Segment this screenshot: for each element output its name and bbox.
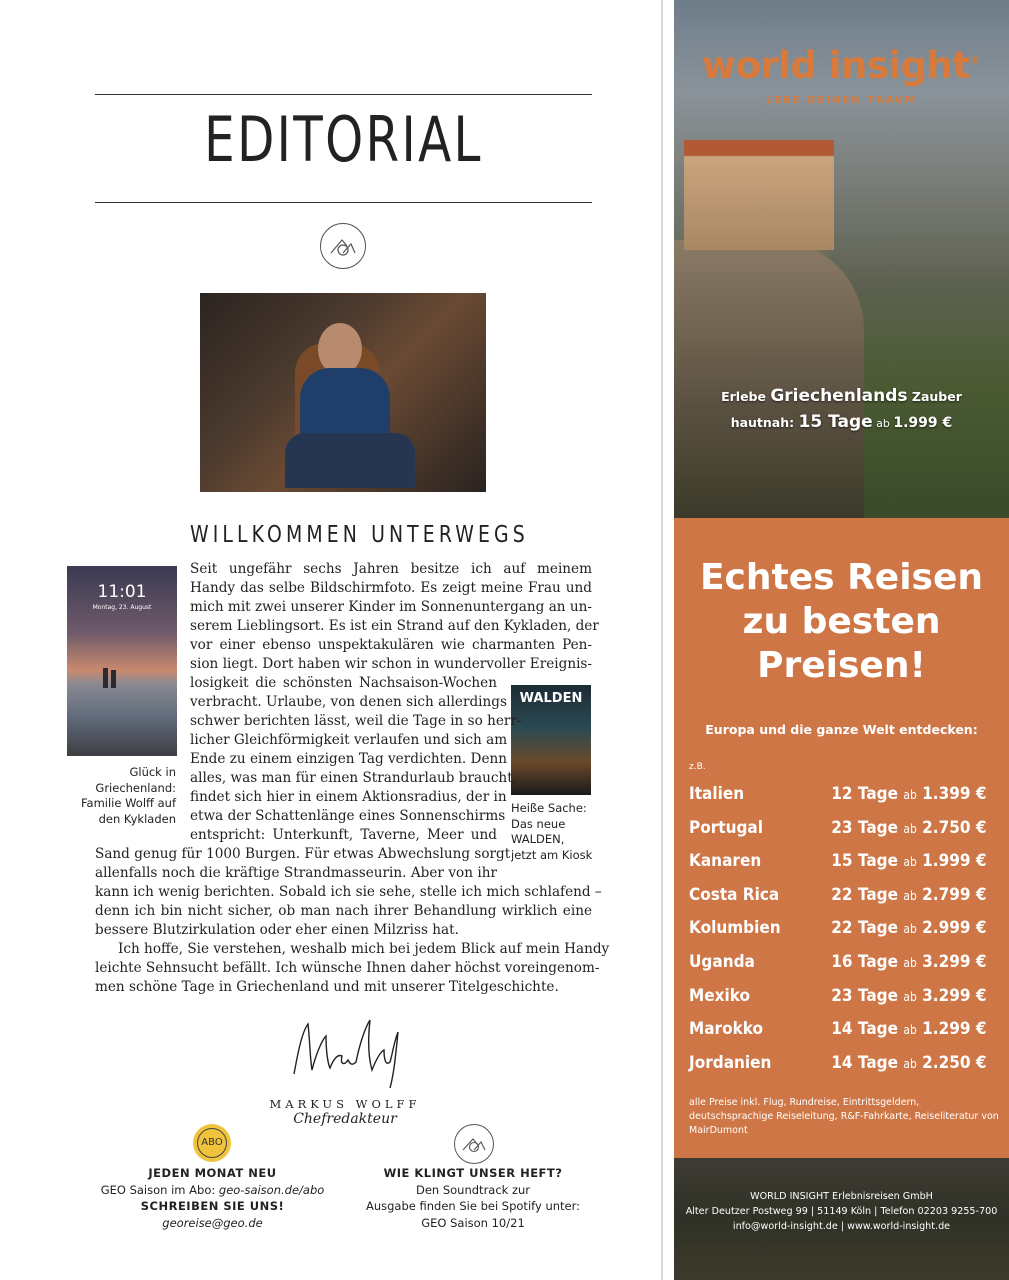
author-name: MARKUS WOLFF xyxy=(269,1097,421,1111)
monastery-building xyxy=(684,140,834,250)
caption-line: Familie Wolff auf xyxy=(80,796,176,810)
body-line: serem Lieblingsort. Es ist ein Strand auf den Kykladen, der xyxy=(190,618,599,634)
body-line: leichte Sehnsucht befällt. Ich wünsche Ihnen daher höchst voreingenom- xyxy=(95,960,600,976)
phone-time: 11:01 xyxy=(97,582,147,602)
trip-days: 23 Tage xyxy=(831,817,899,838)
footer-abo-heading: JEDEN MONAT NEU xyxy=(148,1166,277,1180)
world-insight-advertisement[interactable] xyxy=(674,0,1009,1280)
headline-line: Preisen! xyxy=(757,645,926,686)
body-line: mich mit zwei unserer Kinder im Sonnenuntergang an un- xyxy=(190,599,592,615)
footer-soundtrack-block xyxy=(352,1165,594,1231)
trip-days: 23 Tage xyxy=(831,985,899,1006)
trip-row[interactable] xyxy=(689,818,987,846)
body-line: sion liegt. Dort haben wir schon in wundervoller Ereignis- xyxy=(190,656,592,672)
body-line: verbracht. Urlaube, von denen sich allerdings xyxy=(190,694,507,710)
headline-line: Echtes Reisen xyxy=(699,557,984,598)
footer-contact-heading: SCHREIBEN SIE UNS! xyxy=(140,1199,285,1213)
offer-destination: Griechenlands xyxy=(770,386,908,406)
abo-badge-label: ABO xyxy=(197,1128,227,1158)
footer-soundtrack-line: Ausgabe finden Sie bei Spotify unter: xyxy=(365,1199,581,1213)
trip-amount: 3.299 € xyxy=(922,952,987,972)
trip-country: Marokko xyxy=(689,1019,764,1040)
body-line: denn ich bin nicht sicher, ob man nach ihrer Behandlung wirklich eine xyxy=(95,903,592,919)
company-contact[interactable]: info@world-insight.de | www.world-insight.de xyxy=(732,1221,951,1232)
company-name: WORLD INSIGHT Erlebnisreisen GmbH xyxy=(750,1191,933,1202)
trip-days: 15 Tage xyxy=(831,851,899,872)
trip-ab: ab xyxy=(903,855,918,870)
fine-print: alle Preise inkl. Flug, Rundreise, Eintrittsgeldern, deutschsprachige Reiseleitung, R&F-Fahrkarte, Reiseliteratur von MairDumont xyxy=(689,1097,999,1136)
footer-soundtrack-line: Den Soundtrack zur xyxy=(415,1182,531,1197)
body-line: licher Gleichförmigkeit verlaufen und sich am xyxy=(190,732,508,748)
caption-line: Griechenland: xyxy=(95,780,176,795)
footer-soundtrack-heading: WIE KLINGT UNSER HEFT? xyxy=(383,1166,563,1180)
body-line: men schöne Tage in Griechenland und mit unserer Titelgeschichte. xyxy=(95,979,559,995)
trip-ab: ab xyxy=(903,922,918,937)
body-line: Seit ungefähr sechs Jahren besitze ich auf meinem xyxy=(190,561,592,577)
trip-price xyxy=(832,986,987,1006)
brand-logo xyxy=(674,44,1009,87)
ad-subheadline: Europa und die ganze Welt entdecken: xyxy=(705,722,978,737)
magazine-title: WALDEN xyxy=(519,691,583,706)
offer-price: 1.999 € xyxy=(893,415,953,431)
trip-days: 14 Tage xyxy=(831,1019,899,1040)
trip-amount: 2.799 € xyxy=(922,884,987,905)
abo-badge-icon[interactable] xyxy=(193,1124,231,1162)
body-line: vor einer ebenso unspektakulären wie charmanten Pen- xyxy=(190,637,592,653)
trip-country: Uganda xyxy=(689,952,755,972)
phone-date: Montag, 23. August xyxy=(92,604,152,611)
trip-row[interactable] xyxy=(689,1053,987,1081)
body-line: Sand genug für 1000 Burgen. Für etwas Abwechslung sorgt xyxy=(95,846,511,862)
trip-price xyxy=(832,851,987,871)
trip-amount: 2.750 € xyxy=(922,817,987,838)
body-line: Ich hoffe, Sie verstehen, weshalb mich bei jedem Blick auf mein Handy xyxy=(118,941,610,957)
headline-line: zu besten xyxy=(742,601,941,642)
author-role: Chefredakteur xyxy=(293,1111,397,1127)
company-address: Alter Deutzer Postweg 99 | 51149 Köln | Telefon 02203 9255-700 xyxy=(685,1206,998,1217)
section-heading: WILLKOMMEN UNTERWEGS xyxy=(190,522,529,548)
company-info xyxy=(674,1189,1009,1234)
body-line: Ende zu einem einzigen Tag verdichten. Denn xyxy=(190,751,508,767)
offer-text: Zauber xyxy=(907,389,962,404)
offer-ab: ab xyxy=(872,417,894,430)
trip-row[interactable] xyxy=(689,986,987,1014)
column-divider xyxy=(661,0,663,1280)
brand-name: world insight xyxy=(701,44,970,87)
trip-price xyxy=(832,1019,987,1039)
trip-row[interactable] xyxy=(689,952,987,980)
trip-ab: ab xyxy=(903,888,918,903)
rock-cliff xyxy=(674,240,864,520)
abo-link[interactable]: geo-saison.de/abo xyxy=(218,1182,325,1197)
trip-price xyxy=(832,885,987,905)
caption-line: den Kykladen xyxy=(98,811,176,826)
contact-email-link[interactable]: georeise@geo.de xyxy=(162,1215,263,1230)
trip-amount: 1.299 € xyxy=(922,1019,987,1040)
footer-soundtrack-line: GEO Saison 10/21 xyxy=(421,1215,525,1230)
trip-ab: ab xyxy=(903,1056,918,1071)
trip-country: Kolumbien xyxy=(689,918,781,939)
trip-country: Kanaren xyxy=(689,851,762,872)
caption-line: Heiße Sache: xyxy=(511,801,587,815)
trip-price xyxy=(832,1053,987,1073)
trip-days: 14 Tage xyxy=(831,1052,899,1073)
body-line: etwa der Schattenlänge eines Sonnenschirms xyxy=(190,808,506,824)
trip-ab: ab xyxy=(903,1023,918,1038)
offer-days: 15 Tage xyxy=(798,412,873,432)
trip-days: 22 Tage xyxy=(831,918,899,939)
offer-text: hautnah: xyxy=(730,415,799,430)
caption-line: Das neue xyxy=(511,816,566,831)
trip-price xyxy=(832,918,987,938)
trip-days: 22 Tage xyxy=(831,884,899,905)
caption-line: Glück in xyxy=(129,765,176,779)
signature-image xyxy=(280,1012,410,1092)
trip-amount: 3.299 € xyxy=(922,985,987,1006)
footer-abo-text: GEO Saison im Abo: xyxy=(100,1182,219,1197)
brand-tagline: LEBE DEINEN TRAUM xyxy=(765,95,918,106)
body-line: findet sich hier in einem Aktionsradius, der in xyxy=(190,789,507,805)
trip-price xyxy=(832,952,987,972)
trip-country: Jordanien xyxy=(689,1052,772,1073)
trip-amount: 1.999 € xyxy=(922,851,987,872)
geo-logo-icon xyxy=(454,1124,494,1164)
trip-days: 12 Tage xyxy=(831,784,899,804)
body-line: bessere Blutzirkulation oder eher einen Milzriss hat. xyxy=(95,922,459,938)
trip-country: Mexiko xyxy=(689,985,751,1006)
trip-ab: ab xyxy=(903,788,918,802)
page-title: EDITORIAL xyxy=(204,103,483,176)
caption-line: jetzt am Kiosk xyxy=(511,847,593,862)
body-line: losigkeit die schönsten Nachsaison-Wochen xyxy=(190,675,497,691)
caption-line: WALDEN, xyxy=(511,832,565,846)
trip-amount: 2.999 € xyxy=(922,918,987,939)
body-line: allenfalls noch die kräftige Strandmasseurin. Aber von ihr xyxy=(95,865,497,881)
ad-headline xyxy=(674,556,1009,688)
trip-row[interactable] xyxy=(689,784,987,812)
registered-mark: ® xyxy=(969,53,982,68)
trip-country: Portugal xyxy=(689,817,764,838)
trip-row[interactable] xyxy=(689,918,987,946)
trip-row[interactable] xyxy=(689,885,987,913)
trip-country: Costa Rica xyxy=(689,884,780,905)
footer-abo-block xyxy=(90,1165,335,1231)
trip-ab: ab xyxy=(903,956,918,970)
trip-price xyxy=(832,784,987,804)
trip-ab: ab xyxy=(903,821,918,836)
trip-amount: 2.250 € xyxy=(922,1052,987,1073)
body-line: Handy das selbe Bildschirmfoto. Es zeigt meine Frau und xyxy=(190,580,592,596)
zb-label: z.B. xyxy=(689,762,706,772)
trip-amount: 1.399 € xyxy=(922,784,987,804)
body-line: schwer berichten lässt, weil die Tage in so herr- xyxy=(190,713,522,729)
trip-ab: ab xyxy=(903,989,918,1004)
body-line: kann ich wenig berichten. Sobald ich sie sehe, stelle ich mich schlafend – xyxy=(95,884,602,900)
meteora-monastery-photo xyxy=(674,0,1009,518)
trip-country: Italien xyxy=(689,784,745,804)
trip-row[interactable] xyxy=(689,851,987,879)
body-line: entspricht: Unterkunft, Taverne, Meer und xyxy=(190,827,497,843)
greece-offer-line2 xyxy=(674,412,1009,432)
greece-offer-line1 xyxy=(674,386,1009,406)
trip-price xyxy=(832,818,987,838)
trip-days: 16 Tage xyxy=(831,952,899,972)
body-line: alles, was man für einen Strandurlaub braucht, xyxy=(190,770,517,786)
trip-row[interactable] xyxy=(689,1019,987,1047)
offer-text: Erlebe xyxy=(721,389,771,404)
